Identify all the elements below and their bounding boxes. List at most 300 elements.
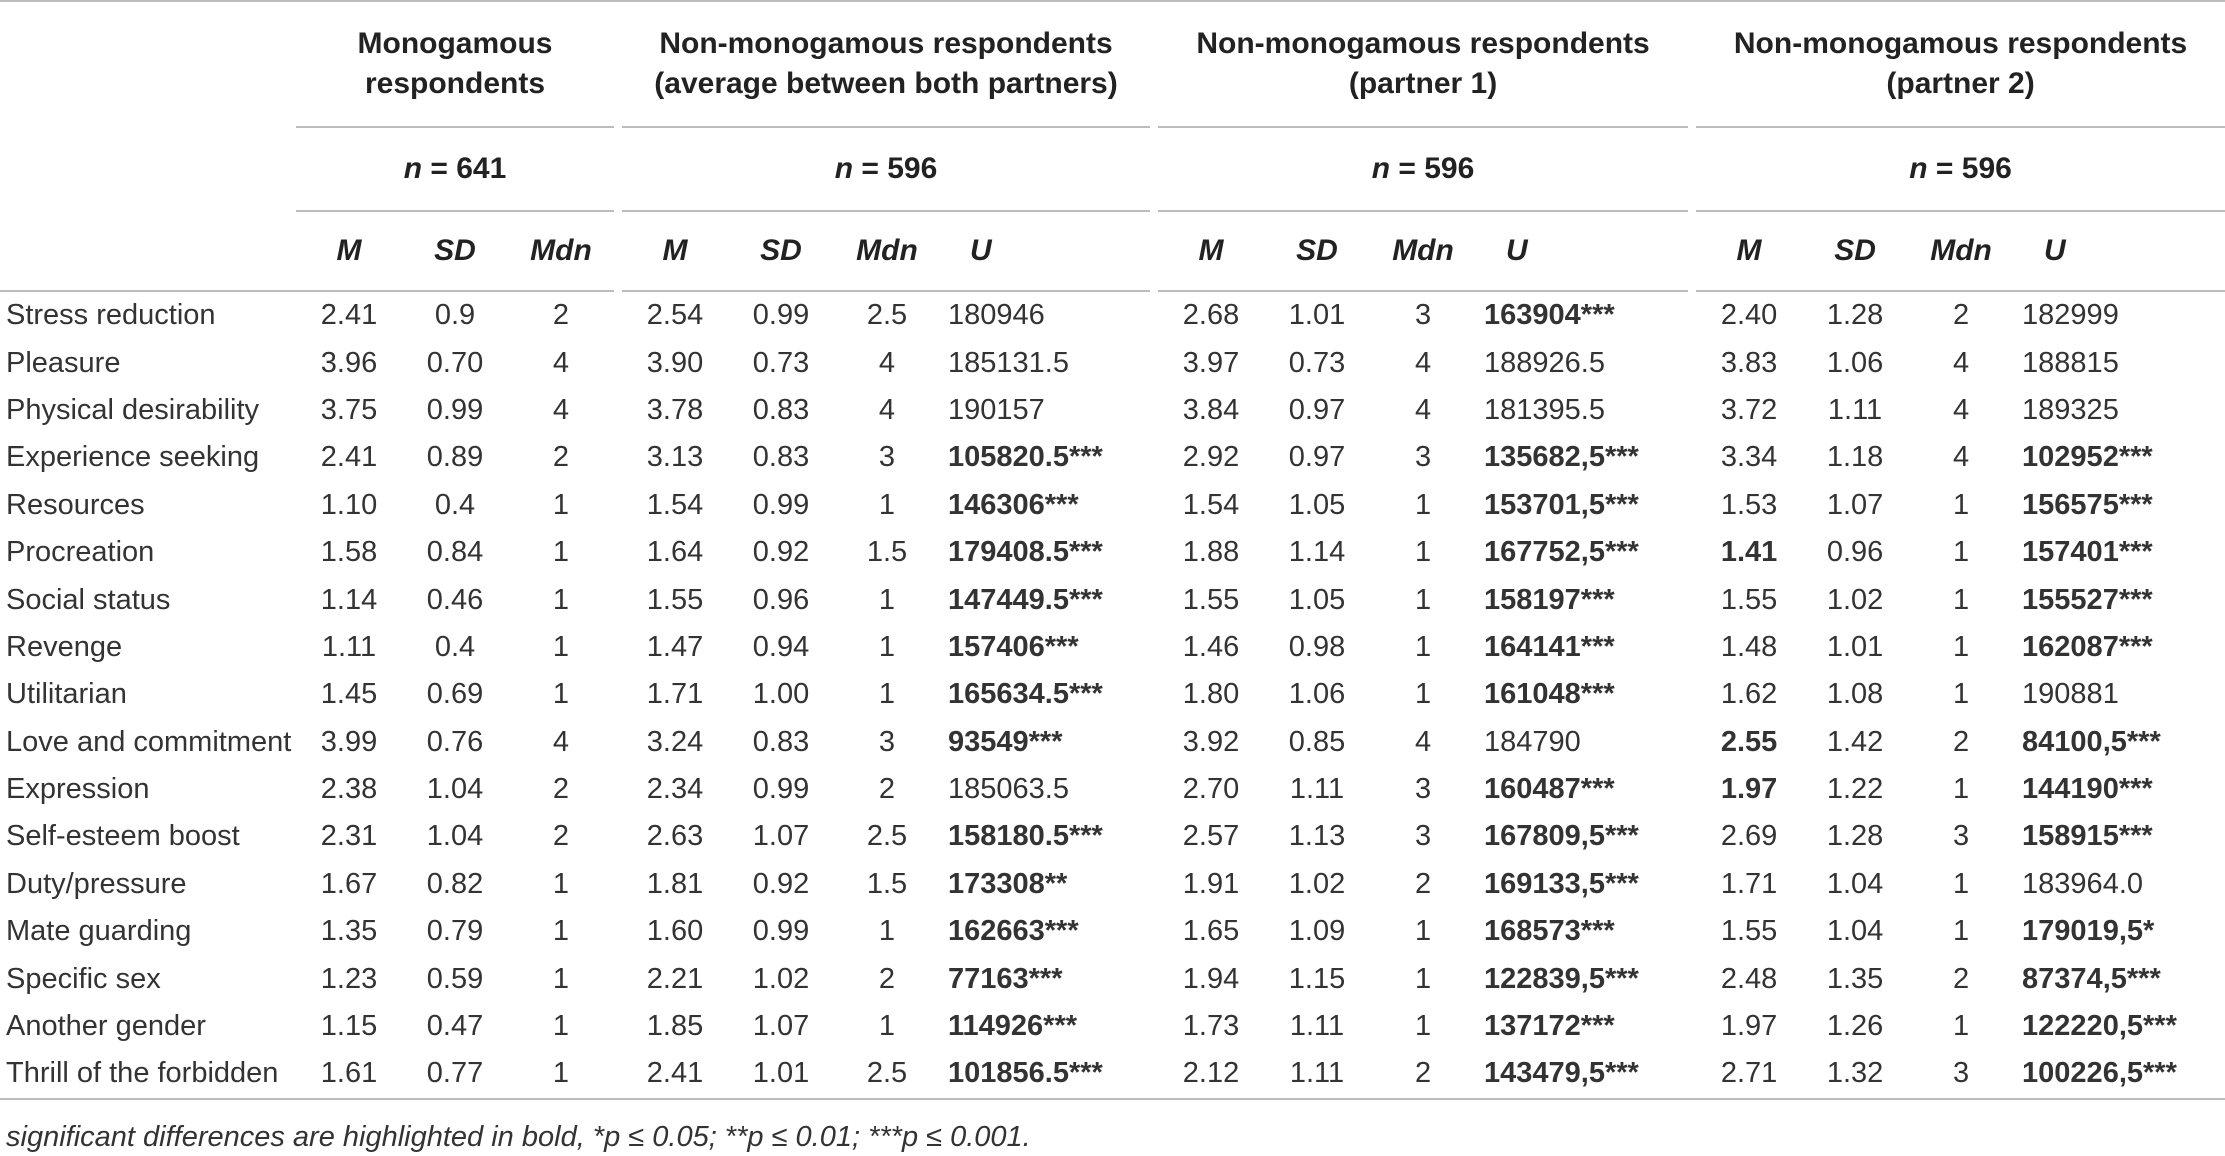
- cell-sd: 1.07: [1826, 488, 1884, 521]
- group-title-line1: Non-monogamous respondents: [1196, 27, 1650, 60]
- cell-m: 2.48: [1720, 962, 1778, 995]
- col-header-m: M: [296, 212, 402, 292]
- cell-m: 1.80: [1182, 678, 1240, 711]
- cell-m: 2.57: [1182, 820, 1240, 853]
- group-title-line2: (partner 1): [1348, 67, 1498, 100]
- col-header-sd: SD: [728, 212, 834, 292]
- cell-mdn: 4: [878, 346, 896, 379]
- cell-m: 3.13: [646, 441, 704, 474]
- cell-mdn: 2: [1414, 867, 1432, 900]
- cell-sd: 0.83: [752, 725, 810, 758]
- cell-mdn: 1: [1952, 915, 1970, 948]
- column-gap: [1150, 908, 1158, 955]
- cell-mdn: 1: [1952, 630, 1970, 663]
- n-value: = 596: [853, 152, 938, 185]
- column-gap: [1688, 339, 1696, 386]
- column-gap: [1150, 766, 1158, 813]
- cell-u: 102952***: [2022, 441, 2153, 474]
- column-gap: [614, 624, 622, 671]
- cell-sd: 0.99: [426, 393, 484, 426]
- cell-mdn: 1: [1414, 488, 1432, 521]
- cell-u: 184790: [1484, 725, 1581, 758]
- cell-m: 1.15: [320, 1010, 378, 1043]
- column-gap: [614, 1050, 622, 1099]
- cell-u: 158180.5***: [948, 820, 1103, 853]
- cell-m: 3.99: [320, 725, 378, 758]
- column-gap: [1150, 434, 1158, 481]
- cell-u: 155527***: [2022, 583, 2153, 616]
- cell-mdn: 4: [552, 346, 570, 379]
- column-gap: [614, 529, 622, 576]
- row-label: Love and commitment: [6, 725, 292, 758]
- cell-m: 1.53: [1720, 488, 1778, 521]
- cell-mdn: 2.5: [866, 820, 908, 853]
- cell-mdn: 1.5: [866, 536, 908, 569]
- cell-mdn: 2: [552, 773, 570, 806]
- cell-sd: 1.04: [426, 773, 484, 806]
- cell-u: 122220,5***: [2022, 1010, 2177, 1043]
- cell-m: 1.67: [320, 867, 378, 900]
- cell-sd: 0.73: [1288, 346, 1346, 379]
- cell-sd: 1.11: [1289, 773, 1345, 806]
- cell-sd: 1.32: [1802, 1050, 1908, 1099]
- group-title-line1: Non-monogamous respondents: [659, 27, 1113, 60]
- cell-u: 87374,5***: [2022, 962, 2161, 995]
- table-body: [0, 292, 2225, 1100]
- cell-m: 1.85: [646, 1010, 704, 1043]
- cell-sd: 0.4: [434, 630, 476, 663]
- row-label: Resources: [6, 488, 145, 521]
- cell-u: 153701,5***: [1484, 488, 1639, 521]
- cell-sd: 1.04: [426, 820, 484, 853]
- col-header-mdn: Mdn: [1908, 212, 2014, 292]
- cell-mdn: 1: [1414, 536, 1432, 569]
- cell-sd: 1.11: [1264, 1050, 1370, 1099]
- cell-mdn: 1: [552, 536, 570, 569]
- cell-sd: 0.82: [426, 867, 484, 900]
- cell-sd: 0.92: [752, 867, 810, 900]
- cell-u: 181395.5: [1484, 393, 1605, 426]
- cell-m: 1.55: [646, 583, 704, 616]
- cell-sd: 1.11: [1289, 1010, 1345, 1043]
- cell-m: 2.34: [646, 773, 704, 806]
- cell-mdn: 4: [1414, 725, 1432, 758]
- cell-mdn: 3: [1414, 820, 1432, 853]
- cell-m: 3.34: [1720, 441, 1778, 474]
- cell-m: 1.35: [320, 915, 378, 948]
- cell-u: 190157: [948, 393, 1045, 426]
- cell-m: 1.94: [1182, 962, 1240, 995]
- cell-m: 3.78: [646, 393, 704, 426]
- cell-u: 188926.5: [1484, 346, 1605, 379]
- cell-sd: 1.11: [1827, 393, 1883, 426]
- cell-sd: 0.83: [752, 441, 810, 474]
- cell-u: 180946: [948, 299, 1045, 332]
- cell-mdn: 2: [1952, 725, 1970, 758]
- column-gap: [1150, 529, 1158, 576]
- row-label: Physical desirability: [6, 393, 260, 426]
- cell-mdn: 2: [552, 820, 570, 853]
- table-row: [0, 1050, 2225, 1099]
- cell-m: 1.97: [1720, 1010, 1778, 1043]
- cell-sd: 1.05: [1288, 583, 1346, 616]
- cell-u: 122839,5***: [1484, 962, 1639, 995]
- cell-mdn: 1.5: [866, 867, 908, 900]
- cell-mdn: 4: [552, 393, 570, 426]
- corner-cell: [0, 0, 296, 128]
- cell-m: 3.83: [1720, 346, 1778, 379]
- group-title-line2: (average between both partners): [654, 67, 1118, 100]
- sample-size-row: [0, 128, 2225, 212]
- sample-size-monogamous: [296, 128, 614, 212]
- col-header-sd: SD: [1802, 212, 1908, 292]
- column-gap: [1688, 387, 1696, 434]
- cell-mdn: 1: [552, 915, 570, 948]
- cell-sd: 0.79: [426, 915, 484, 948]
- table-row: [0, 671, 2225, 718]
- column-gap: [1688, 719, 1696, 766]
- cell-u: 105820.5***: [948, 441, 1103, 474]
- cell-sd: 0.69: [426, 678, 484, 711]
- row-label: Self-esteem boost: [6, 820, 240, 853]
- column-gap: [1150, 1050, 1158, 1099]
- cell-m: 1.62: [1720, 678, 1778, 711]
- cell-m: 1.47: [646, 630, 704, 663]
- cell-sd: 0.73: [752, 346, 810, 379]
- cell-sd: 1.26: [1826, 1010, 1884, 1043]
- cell-m: 1.71: [646, 678, 704, 711]
- cell-m: 2.69: [1720, 820, 1778, 853]
- column-gap: [1688, 1003, 1696, 1050]
- cell-sd: 1.07: [752, 1010, 810, 1043]
- cell-u: 167809,5***: [1484, 820, 1639, 853]
- col-header-u: U: [1476, 212, 1688, 292]
- row-label: Social status: [6, 583, 171, 616]
- cell-u: 157406***: [948, 630, 1079, 663]
- col-header-mdn: Mdn: [508, 212, 614, 292]
- column-gap: [614, 766, 622, 813]
- sample-size-nonmono-average: [622, 128, 1150, 212]
- column-gap: [614, 1003, 622, 1050]
- cell-mdn: 1: [1414, 583, 1432, 616]
- cell-m: 3.75: [320, 393, 378, 426]
- cell-u: 183964.0: [2022, 867, 2144, 900]
- column-gap: [1150, 339, 1158, 386]
- cell-mdn: 2: [1952, 962, 1970, 995]
- cell-m: 2.63: [646, 820, 704, 853]
- cell-sd: 0.47: [426, 1010, 484, 1043]
- cell-mdn: 1: [1414, 1010, 1432, 1043]
- cell-m: 2.55: [1720, 725, 1778, 758]
- sample-size-nonmono-partner1: [1158, 128, 1688, 212]
- group-header-nonmono-average: [622, 0, 1150, 128]
- column-gap: [1150, 576, 1158, 623]
- table-row: [0, 576, 2225, 623]
- cell-u: 162663***: [948, 915, 1079, 948]
- cell-m: 1.88: [1182, 536, 1240, 569]
- cell-m: 3.97: [1182, 346, 1240, 379]
- cell-sd: 0.59: [426, 962, 484, 995]
- row-label: Mate guarding: [6, 915, 192, 948]
- cell-mdn: 4: [552, 725, 570, 758]
- cell-sd: 1.28: [1826, 299, 1884, 332]
- cell-sd: 0.85: [1288, 725, 1346, 758]
- cell-u: 164141***: [1484, 630, 1615, 663]
- column-gap: [614, 339, 622, 386]
- cell-u: 144190***: [2022, 773, 2153, 806]
- cell-sd: 1.18: [1826, 441, 1884, 474]
- cell-sd: 1.05: [1288, 488, 1346, 521]
- cell-u: 147449.5***: [948, 583, 1103, 616]
- column-gap: [1150, 861, 1158, 908]
- column-gap: [614, 955, 622, 1002]
- cell-sd: 0.89: [426, 441, 484, 474]
- row-label: Thrill of the forbidden: [0, 1050, 296, 1099]
- cell-u: 162087***: [2022, 630, 2153, 663]
- cell-mdn: 2: [878, 773, 896, 806]
- cell-u: 169133,5***: [1484, 867, 1639, 900]
- row-label: Experience seeking: [6, 441, 260, 474]
- cell-m: 1.10: [320, 488, 378, 521]
- group-title-line1: Monogamous: [357, 27, 553, 60]
- cell-sd: 0.92: [752, 536, 810, 569]
- column-gap: [614, 813, 622, 860]
- cell-u: 135682,5***: [1484, 441, 1639, 474]
- cell-m: 1.71: [1720, 867, 1778, 900]
- cell-m: 3.72: [1720, 393, 1778, 426]
- cell-m: 1.64: [646, 536, 704, 569]
- column-gap: [614, 482, 622, 529]
- cell-mdn: 1: [1414, 630, 1432, 663]
- column-gap: [1150, 292, 1158, 339]
- cell-m: 1.73: [1182, 1010, 1240, 1043]
- table-row: [0, 529, 2225, 576]
- cell-sd: 1.07: [752, 820, 810, 853]
- column-gap: [1150, 624, 1158, 671]
- cell-mdn: 3: [1414, 773, 1432, 806]
- cell-m: 1.54: [646, 488, 704, 521]
- table-row: [0, 339, 2225, 386]
- col-header-u: U: [2014, 212, 2225, 292]
- cell-u: 168573***: [1484, 915, 1615, 948]
- table-row: [0, 908, 2225, 955]
- cell-m: 1.14: [320, 583, 378, 616]
- cell-m: 1.97: [1720, 773, 1778, 806]
- cell-sd: 1.06: [1288, 678, 1346, 711]
- column-gap: [1150, 482, 1158, 529]
- cell-sd: 1.22: [1826, 773, 1884, 806]
- cell-mdn: 1: [1952, 536, 1970, 569]
- cell-mdn: 1: [552, 488, 570, 521]
- cell-sd: 1.13: [1288, 820, 1346, 853]
- table-row: [0, 482, 2225, 529]
- cell-mdn: 1: [552, 630, 570, 663]
- column-gap: [1150, 955, 1158, 1002]
- cell-m: 1.65: [1182, 915, 1240, 948]
- column-gap: [614, 908, 622, 955]
- cell-u: 158197***: [1484, 583, 1615, 616]
- table-row: [0, 813, 2225, 860]
- column-gap: [1688, 1050, 1696, 1099]
- cell-m: 2.38: [320, 773, 378, 806]
- column-gap: [1688, 482, 1696, 529]
- cell-mdn: 1: [878, 915, 896, 948]
- group-header-nonmono-partner1: [1158, 0, 1688, 128]
- row-label: Another gender: [6, 1010, 206, 1043]
- row-label: Stress reduction: [6, 299, 216, 332]
- column-gap: [1150, 387, 1158, 434]
- cell-mdn: 2: [552, 299, 570, 332]
- cell-sd: 0.99: [752, 299, 810, 332]
- column-gap: [1688, 908, 1696, 955]
- cell-sd: 1.04: [1826, 915, 1884, 948]
- cell-sd: 1.06: [1826, 346, 1884, 379]
- cell-u: 179019,5*: [2022, 915, 2155, 948]
- cell-mdn: 2: [878, 962, 896, 995]
- cell-u: 146306***: [948, 488, 1079, 521]
- cell-u: 101856.5***: [940, 1050, 1150, 1099]
- cell-mdn: 2: [552, 441, 570, 474]
- cell-m: 1.81: [646, 867, 704, 900]
- column-gap: [1688, 955, 1696, 1002]
- column-gap: [614, 861, 622, 908]
- cell-sd: 1.15: [1288, 962, 1346, 995]
- n-value: = 641: [422, 152, 507, 185]
- cell-mdn: 1: [1414, 962, 1432, 995]
- cell-u: 179408.5***: [948, 536, 1103, 569]
- cell-sd: 0.76: [426, 725, 484, 758]
- group-title-line1: Non-monogamous respondents: [1733, 27, 2188, 60]
- table-row: [0, 434, 2225, 481]
- column-gap: [1688, 576, 1696, 623]
- table-row: [0, 719, 2225, 766]
- cell-m: 1.91: [1182, 867, 1240, 900]
- column-gap: [614, 387, 622, 434]
- cell-m: 1.55: [1182, 583, 1240, 616]
- cell-m: 2.31: [320, 820, 378, 853]
- cell-mdn: 1: [1952, 867, 1970, 900]
- cell-m: 2.12: [1158, 1050, 1264, 1099]
- cell-mdn: 1: [552, 867, 570, 900]
- cell-mdn: 2: [1370, 1050, 1476, 1099]
- group-title-line2: (partner 2): [1886, 67, 2035, 100]
- cell-mdn: 3: [878, 725, 896, 758]
- cell-mdn: 1: [878, 1010, 896, 1043]
- cell-m: 2.71: [1696, 1050, 1802, 1099]
- column-gap: [1150, 813, 1158, 860]
- n-symbol: n: [1909, 152, 1928, 185]
- cell-mdn: 3: [1414, 441, 1432, 474]
- cell-u: 137172***: [1484, 1010, 1615, 1043]
- cell-sd: 0.84: [426, 536, 484, 569]
- cell-m: 1.45: [320, 678, 378, 711]
- row-label: Specific sex: [6, 962, 161, 995]
- cell-u: 158915***: [2022, 820, 2153, 853]
- cell-sd: 0.98: [1288, 630, 1346, 663]
- cell-u: 185131.5: [948, 346, 1069, 379]
- cell-m: 2.92: [1182, 441, 1240, 474]
- stat-header-row: [0, 212, 2225, 292]
- cell-sd: 0.97: [1288, 393, 1346, 426]
- cell-u: 190881: [2022, 678, 2119, 711]
- cell-m: 1.58: [320, 536, 378, 569]
- cell-mdn: 1: [552, 678, 570, 711]
- cell-mdn: 3: [1414, 299, 1432, 332]
- cell-mdn: 4: [878, 393, 896, 426]
- cell-sd: 1.14: [1288, 536, 1346, 569]
- cell-sd: 1.01: [1826, 630, 1884, 663]
- col-header-u: U: [940, 212, 1150, 292]
- column-gap: [1688, 624, 1696, 671]
- table-row: [0, 766, 2225, 813]
- cell-sd: 1.04: [1826, 867, 1884, 900]
- cell-m: 2.41: [622, 1050, 728, 1099]
- column-gap: [614, 434, 622, 481]
- cell-m: 1.48: [1720, 630, 1778, 663]
- cell-mdn: 1: [1952, 488, 1970, 521]
- cell-sd: 1.00: [752, 678, 810, 711]
- cell-sd: 0.77: [402, 1050, 508, 1099]
- cell-sd: 0.96: [752, 583, 810, 616]
- cell-m: 1.55: [1720, 915, 1778, 948]
- cell-u: 156575***: [2022, 488, 2153, 521]
- cell-mdn: 4: [1952, 346, 1970, 379]
- cell-sd: 0.83: [752, 393, 810, 426]
- cell-u: 165634.5***: [948, 678, 1103, 711]
- cell-mdn: 1: [552, 962, 570, 995]
- n-symbol: n: [1371, 152, 1391, 185]
- cell-u: 182999: [2022, 299, 2119, 332]
- cell-mdn: 1: [1952, 773, 1970, 806]
- cell-m: 2.70: [1182, 773, 1240, 806]
- cell-u: 185063.5: [948, 773, 1069, 806]
- column-gap: [1150, 719, 1158, 766]
- cell-u: 157401***: [2022, 536, 2153, 569]
- cell-mdn: 3: [1908, 1050, 2014, 1099]
- cell-u: 160487***: [1484, 773, 1615, 806]
- cell-mdn: 1: [1414, 678, 1432, 711]
- cell-sd: 1.02: [1288, 867, 1346, 900]
- cell-m: 1.60: [646, 915, 704, 948]
- cell-m: 2.41: [320, 299, 378, 332]
- cell-m: 3.24: [646, 725, 704, 758]
- cell-mdn: 1: [1952, 678, 1970, 711]
- cell-mdn: 2.5: [866, 299, 908, 332]
- cell-sd: 0.99: [752, 488, 810, 521]
- cell-sd: 0.99: [752, 915, 810, 948]
- cell-sd: 0.4: [434, 488, 476, 521]
- cell-mdn: 3: [878, 441, 896, 474]
- cell-m: 1.55: [1720, 583, 1778, 616]
- cell-mdn: 1: [1952, 583, 1970, 616]
- n-value: = 596: [1927, 152, 2012, 185]
- cell-sd: 0.94: [752, 630, 810, 663]
- cell-sd: 1.01: [728, 1050, 834, 1099]
- column-gap: [1688, 529, 1696, 576]
- cell-m: 1.54: [1182, 488, 1240, 521]
- cell-mdn: 1: [508, 1050, 614, 1099]
- cell-sd: 0.97: [1288, 441, 1346, 474]
- cell-sd: 0.96: [1826, 536, 1884, 569]
- column-gap: [614, 576, 622, 623]
- cell-m: 1.11: [321, 630, 377, 663]
- cell-m: 2.40: [1720, 299, 1778, 332]
- cell-sd: 0.46: [426, 583, 484, 616]
- group-header-monogamous: [296, 0, 614, 128]
- column-gap: [1688, 861, 1696, 908]
- cell-sd: 1.02: [752, 962, 810, 995]
- group-header-nonmono-partner2: [1696, 0, 2225, 128]
